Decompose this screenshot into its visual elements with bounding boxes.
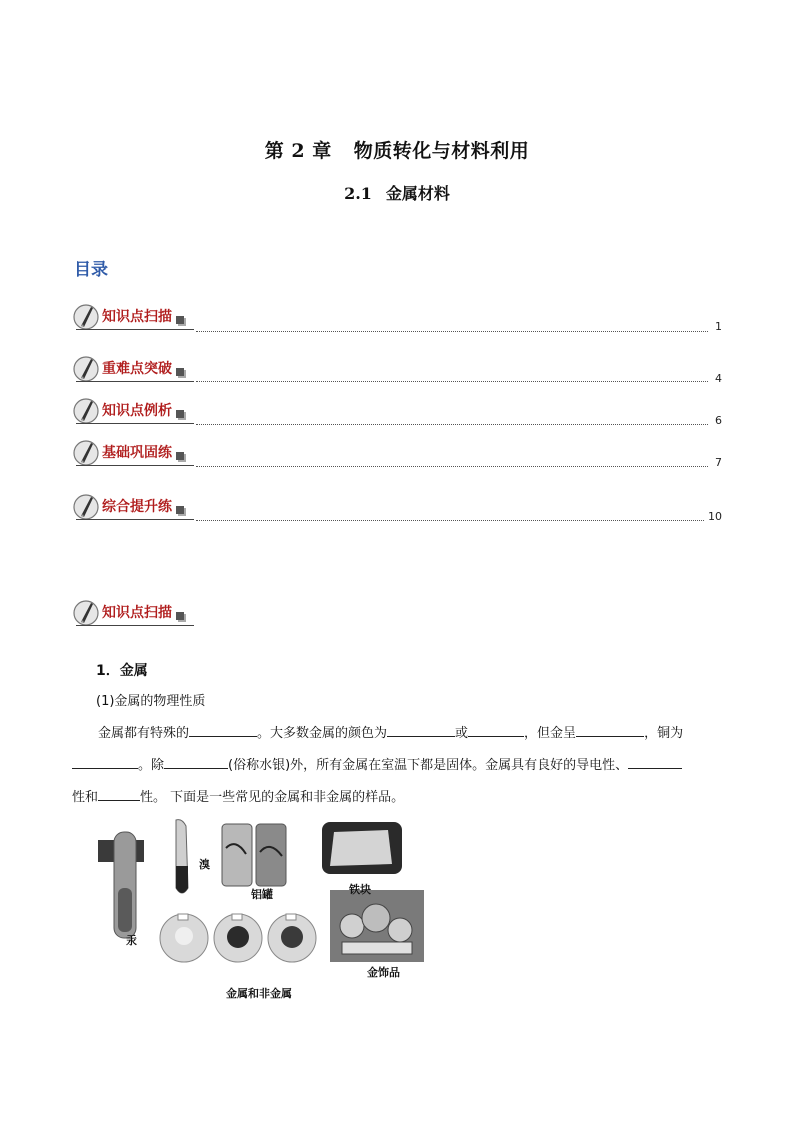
text-run: 。除 [138, 758, 165, 773]
chapter-suffix: 章 [312, 140, 332, 162]
fill-blank[interactable] [189, 722, 257, 737]
text-run: 性。 下面是一些常见的金属和非金属的样品。 [140, 790, 405, 805]
section-badge [72, 598, 194, 628]
pen-icon [72, 396, 100, 424]
text-run: 。大多数金属的颜色为 [257, 726, 388, 741]
toc-leader [196, 381, 708, 382]
text-run: 金属都有特殊的 [98, 726, 190, 741]
pen-icon [72, 354, 100, 382]
text-run: 或 [455, 726, 469, 741]
toc-page-number: 10 [708, 510, 722, 523]
fill-blank[interactable] [468, 722, 524, 737]
chapter-prefix: 第 [264, 140, 285, 162]
fill-blank[interactable] [628, 754, 682, 769]
content-paragraph [72, 718, 722, 814]
toc-item-key-points[interactable] [72, 354, 722, 386]
pen-icon [72, 302, 100, 330]
text-run: ，但金呈 [524, 726, 577, 741]
toc-leader [196, 424, 708, 425]
toc-item-label: 知识点扫描 [102, 309, 172, 325]
samples-figure [96, 818, 428, 1004]
toc-page-number: 7 [715, 456, 722, 469]
content-heading: 1．金属 [96, 663, 148, 679]
toc-item-examples[interactable] [72, 396, 722, 428]
pen-icon [72, 438, 100, 466]
toc-item-basic-practice[interactable] [72, 438, 722, 470]
toc-badge [72, 302, 194, 332]
toc-badge [72, 354, 194, 384]
fill-blank[interactable] [98, 786, 140, 801]
chapter-title [0, 136, 794, 163]
figure-caption: 金属和非金属 [226, 987, 292, 1000]
toc-page-number: 1 [715, 320, 722, 333]
toc-item-advanced-practice[interactable] [72, 492, 722, 524]
corner-mark-icon [176, 316, 184, 324]
toc-item-label: 基础巩固练 [102, 445, 172, 461]
corner-mark-icon [176, 612, 184, 620]
toc-heading: 目录 [74, 260, 108, 280]
toc-page-number: 6 [715, 414, 722, 427]
chapter-number: 2 [291, 140, 306, 162]
toc-item-label: 知识点例析 [102, 403, 172, 419]
toc-badge [72, 438, 194, 468]
toc-item-label: 重难点突破 [102, 361, 172, 377]
text-run: (俗称水银)外，所有金属在室温下都是固体。金属具有良好的导电性、 [228, 758, 629, 773]
toc-page-number: 4 [715, 372, 722, 385]
toc-badge [72, 492, 194, 522]
corner-mark-icon [176, 368, 184, 376]
section-title [0, 181, 794, 204]
chapter-name: 物质转化与材料利用 [353, 140, 530, 162]
content-subheading: (1)金属的物理性质 [96, 694, 206, 709]
fill-blank[interactable] [72, 754, 138, 769]
label-bromine: 溴 [199, 858, 210, 871]
fill-blank[interactable] [576, 722, 644, 737]
toc-item-label: 综合提升练 [102, 499, 172, 515]
text-run: 性和 [72, 790, 99, 805]
text-run: ，铜为 [644, 726, 684, 741]
section-number: 2.1 [344, 184, 372, 203]
fill-blank[interactable] [164, 754, 228, 769]
label-iron-block: 铁块 [349, 883, 371, 896]
label-gold-jewelry: 金饰品 [367, 966, 400, 979]
toc-leader [196, 520, 704, 521]
fill-blank[interactable] [387, 722, 455, 737]
corner-mark-icon [176, 452, 184, 460]
toc-badge [72, 396, 194, 426]
label-aluminum-can: 铝罐 [251, 888, 273, 901]
toc-leader [196, 466, 708, 467]
section-badge-label: 知识点扫描 [102, 605, 172, 621]
pen-icon [72, 598, 100, 626]
corner-mark-icon [176, 410, 184, 418]
label-mercury: 汞 [126, 934, 137, 947]
toc-leader [196, 331, 708, 332]
corner-mark-icon [176, 506, 184, 514]
toc-item-knowledge-scan[interactable] [72, 302, 722, 334]
pen-icon [72, 492, 100, 520]
section-name: 金属材料 [385, 184, 450, 203]
